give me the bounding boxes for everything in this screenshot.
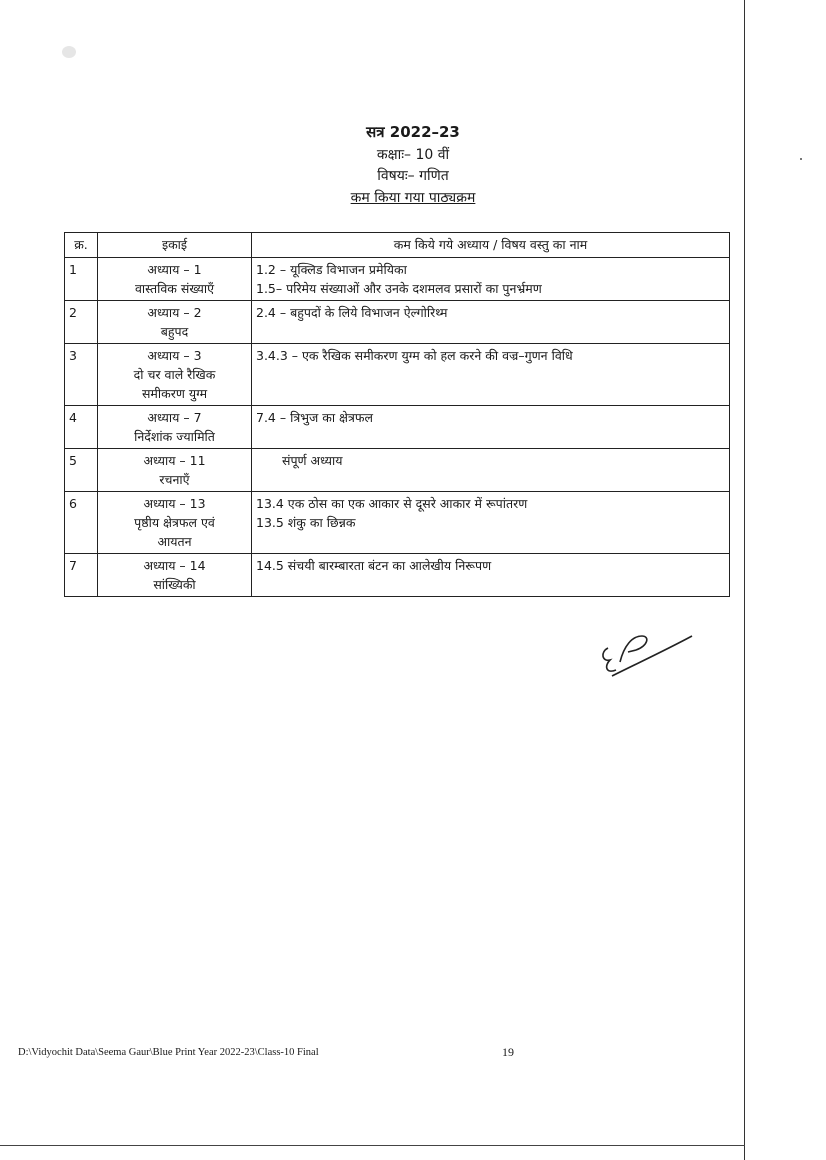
unit-name: सांख्यिकी — [153, 577, 196, 592]
row-unit — [98, 406, 252, 449]
row-unit — [98, 492, 252, 554]
footer-file-path: D:\Vidyochit Data\Seema Gaur\Blue Print Year 2022-23\Class-10 Final — [18, 1047, 319, 1058]
page-number: 19 — [502, 1045, 514, 1059]
unit-name: वास्तविक संख्याएँ — [134, 281, 215, 296]
signature — [596, 632, 696, 680]
topic-item: 3.4.3 – एक रैखिक समीकरण युग्म को हल करने की वज्र–गुणन विधि — [256, 348, 573, 363]
topic-item: 14.5 संचयी बारम्बारता बंटन का आलेखीय निरूपण — [256, 558, 492, 573]
unit-chapter: अध्याय – 13 — [143, 496, 206, 511]
unit-chapter: अध्याय – 14 — [143, 558, 206, 573]
topic-item: 13.5 शंकु का छिन्नक — [256, 515, 356, 530]
row-unit — [98, 449, 252, 492]
row-sno: 3 — [65, 344, 98, 406]
row-topics — [252, 554, 730, 597]
row-topics — [252, 301, 730, 344]
table-row — [65, 449, 730, 492]
row-sno: 5 — [65, 449, 98, 492]
unit-chapter: अध्याय – 11 — [143, 453, 206, 468]
unit-chapter: अध्याय – 1 — [147, 262, 202, 277]
table-row — [65, 492, 730, 554]
row-topics — [252, 344, 730, 406]
column-header-unit: इकाई — [98, 233, 252, 258]
topic-item: 2.4 – बहुपदों के लिये विभाजन ऐल्गोरिथ्म — [256, 305, 448, 320]
row-sno: 4 — [65, 406, 98, 449]
topic-item: 7.4 – त्रिभुज का क्षेत्रफल — [256, 410, 374, 425]
row-sno: 6 — [65, 492, 98, 554]
scan-smudge — [62, 46, 76, 58]
row-unit — [98, 554, 252, 597]
topic-item: 1.5– परिमेय संख्याओं और उनके दशमलव प्रसारों का पुनर्भ्रमण — [256, 281, 542, 296]
unit-name: बहुपद — [160, 324, 189, 339]
unit-name: पृष्ठीय क्षेत्रफल एवं — [134, 515, 215, 530]
unit-name-cont: आयतन — [157, 534, 192, 549]
row-unit — [98, 344, 252, 406]
unit-name: दो चर वाले रैखिक — [133, 367, 216, 382]
row-sno: 7 — [65, 554, 98, 597]
unit-name: निर्देशांक ज्यामिति — [134, 429, 215, 444]
row-sno: 1 — [65, 258, 98, 301]
unit-chapter: अध्याय – 2 — [147, 305, 202, 320]
table-row — [65, 258, 730, 301]
unit-name: रचनाएँ — [159, 472, 190, 487]
unit-chapter: अध्याय – 3 — [147, 348, 202, 363]
table-header-row — [65, 233, 730, 258]
row-unit — [98, 301, 252, 344]
row-sno: 2 — [65, 301, 98, 344]
session-heading: सत्र 2022–23 — [366, 123, 460, 141]
topic-item: 1.2 – यूक्लिड विभाजन प्रमेयिका — [256, 262, 407, 277]
row-topics — [252, 258, 730, 301]
document-title: कम किया गया पाठ्यक्रम — [350, 190, 476, 206]
unit-name-cont: समीकरण युग्म — [141, 386, 208, 401]
table-row — [65, 344, 730, 406]
table-row — [65, 554, 730, 597]
table-row — [65, 301, 730, 344]
topic-item: 13.4 एक ठोस का एक आकार से दूसरे आकार में रूपांतरण — [256, 496, 528, 511]
row-unit — [98, 258, 252, 301]
row-topics — [252, 492, 730, 554]
row-topics — [252, 449, 730, 492]
column-header-sno: क्र. — [65, 233, 98, 258]
class-line: कक्षाः– 10 वीं — [376, 147, 450, 163]
unit-chapter: अध्याय – 7 — [147, 410, 202, 425]
row-topics — [252, 406, 730, 449]
column-header-topics: कम किये गये अध्याय / विषय वस्तु का नाम — [252, 233, 730, 258]
page-edge-horizontal — [0, 1145, 745, 1146]
subject-line: विषयः– गणित — [377, 168, 449, 184]
topic-item: संपूर्ण अध्याय — [282, 453, 343, 468]
table-row — [65, 406, 730, 449]
reduced-syllabus-table — [64, 232, 730, 597]
